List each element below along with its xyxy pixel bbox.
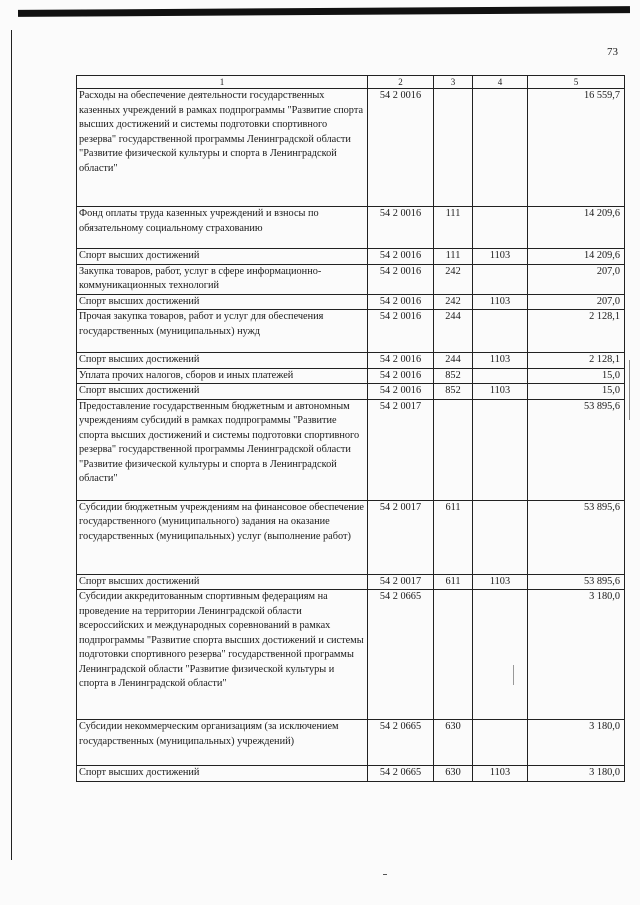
code-cell: 54 2 0016 (368, 249, 434, 265)
expense-type-cell: 630 (434, 766, 473, 782)
scan-top-bar (18, 6, 630, 17)
code-cell: 54 2 0016 (368, 310, 434, 353)
code-cell: 54 2 0665 (368, 590, 434, 720)
code-cell: 54 2 0016 (368, 353, 434, 369)
scan-right-mark (629, 360, 630, 420)
code-cell: 54 2 0016 (368, 368, 434, 384)
header-cell: 4 (473, 76, 528, 89)
code-cell: 54 2 0016 (368, 384, 434, 400)
name-cell: Субсидии некоммерческим организациям (за исключением государственных (муниципальных) учреждений) (77, 720, 368, 766)
amount-cell: 207,0 (528, 294, 625, 310)
expense-type-cell (434, 590, 473, 720)
scan-left-edge (11, 30, 12, 860)
amount-cell: 53 895,6 (528, 574, 625, 590)
expense-type-cell: 242 (434, 264, 473, 294)
name-cell: Предоставление государственным бюджетным и автономным учреждениям субсидий в рамках подпрограммы "Развитие спорта высших достижений и системы подготовки спортивного резерва" государственной программы Ленинградской области "Развитие физической культуры и спорта в Ленинградской области" (77, 399, 368, 500)
expense-type-cell (434, 399, 473, 500)
section-cell (473, 264, 528, 294)
code-cell: 54 2 0017 (368, 574, 434, 590)
name-cell: Прочая закупка товаров, работ и услуг для обеспечения государственных (муниципальных) нужд (77, 310, 368, 353)
name-cell: Расходы на обеспечение деятельности государственных казенных учреждений в рамках подпрограммы "Развитие спорта высших достижений и системы подготовки спортивного резерва" государственной программы Ленинградской области "Развитие физической культуры и спорта в Ленинградской области" (77, 89, 368, 207)
name-cell: Субсидии аккредитованным спортивным федерациям на проведение на территории Ленинградской области всероссийских и международных соревнований в рамках подпрограммы "Развитие спорта высших достижений и системы подготовки спортивного резерва" государственной программы Ленинградской области "Развитие физической культуры и спорта в Ленинградской области" (77, 590, 368, 720)
expense-type-cell: 611 (434, 500, 473, 574)
expense-type-cell: 111 (434, 249, 473, 265)
amount-cell: 14 209,6 (528, 207, 625, 249)
table-row (77, 384, 625, 400)
page-number: 73 (607, 46, 618, 58)
expense-type-cell: 244 (434, 353, 473, 369)
name-cell: Спорт высших достижений (77, 766, 368, 782)
header-cell: 1 (77, 76, 368, 89)
code-cell: 54 2 0016 (368, 207, 434, 249)
header-cell: 3 (434, 76, 473, 89)
name-cell: Спорт высших достижений (77, 294, 368, 310)
table-row (77, 353, 625, 369)
amount-cell: 207,0 (528, 264, 625, 294)
section-cell: 1103 (473, 294, 528, 310)
code-cell: 54 2 0017 (368, 399, 434, 500)
code-cell: 54 2 0016 (368, 264, 434, 294)
name-cell: Спорт высших достижений (77, 353, 368, 369)
expense-type-cell: 111 (434, 207, 473, 249)
section-cell (473, 310, 528, 353)
code-cell: 54 2 0665 (368, 766, 434, 782)
section-cell (473, 368, 528, 384)
section-cell: 1103 (473, 249, 528, 265)
name-cell: Субсидии бюджетным учреждениям на финансовое обеспечение государственного (муниципального) задания на оказание государственных (муниципальных) услуг (выполнение работ) (77, 500, 368, 574)
section-cell: 1103 (473, 574, 528, 590)
amount-cell: 15,0 (528, 384, 625, 400)
amount-cell: 53 895,6 (528, 500, 625, 574)
expense-type-cell: 611 (434, 574, 473, 590)
table-row (77, 574, 625, 590)
expense-type-cell (434, 89, 473, 207)
expense-type-cell: 244 (434, 310, 473, 353)
name-cell: Спорт высших достижений (77, 574, 368, 590)
header-cell: 5 (528, 76, 625, 89)
amount-cell: 14 209,6 (528, 249, 625, 265)
table-row (77, 310, 625, 353)
amount-cell: 3 180,0 (528, 766, 625, 782)
section-cell (473, 720, 528, 766)
section-cell (473, 89, 528, 207)
expense-type-cell: 852 (434, 384, 473, 400)
table-row (77, 89, 625, 207)
code-cell: 54 2 0016 (368, 89, 434, 207)
table-row (77, 500, 625, 574)
amount-cell: 2 128,1 (528, 353, 625, 369)
table-row (77, 399, 625, 500)
expense-type-cell: 242 (434, 294, 473, 310)
table-row (77, 264, 625, 294)
section-cell: 1103 (473, 384, 528, 400)
scan-speck (383, 874, 387, 875)
name-cell: Спорт высших достижений (77, 384, 368, 400)
expense-type-cell: 630 (434, 720, 473, 766)
header-cell: 2 (368, 76, 434, 89)
amount-cell: 16 559,7 (528, 89, 625, 207)
amount-cell: 3 180,0 (528, 720, 625, 766)
section-cell: 1103 (473, 766, 528, 782)
amount-cell: 2 128,1 (528, 310, 625, 353)
name-cell: Спорт высших достижений (77, 249, 368, 265)
section-cell (473, 207, 528, 249)
table-body (77, 76, 625, 782)
section-cell (473, 500, 528, 574)
name-cell: Фонд оплаты труда казенных учреждений и взносы по обязательному социальному страхованию (77, 207, 368, 249)
code-cell: 54 2 0016 (368, 294, 434, 310)
name-cell: Закупка товаров, работ, услуг в сфере информационно-коммуникационных технологий (77, 264, 368, 294)
name-cell: Уплата прочих налогов, сборов и иных платежей (77, 368, 368, 384)
amount-cell: 53 895,6 (528, 399, 625, 500)
expense-type-cell: 852 (434, 368, 473, 384)
table-row (77, 590, 625, 720)
table-row (77, 207, 625, 249)
code-cell: 54 2 0665 (368, 720, 434, 766)
amount-cell: 15,0 (528, 368, 625, 384)
section-cell (473, 590, 528, 720)
header-row (77, 76, 625, 89)
budget-table (76, 75, 625, 782)
section-cell (473, 399, 528, 500)
table-row (77, 368, 625, 384)
amount-cell: 3 180,0 (528, 590, 625, 720)
table-row (77, 249, 625, 265)
table-row (77, 766, 625, 782)
code-cell: 54 2 0017 (368, 500, 434, 574)
table-row (77, 294, 625, 310)
section-cell: 1103 (473, 353, 528, 369)
table-row (77, 720, 625, 766)
